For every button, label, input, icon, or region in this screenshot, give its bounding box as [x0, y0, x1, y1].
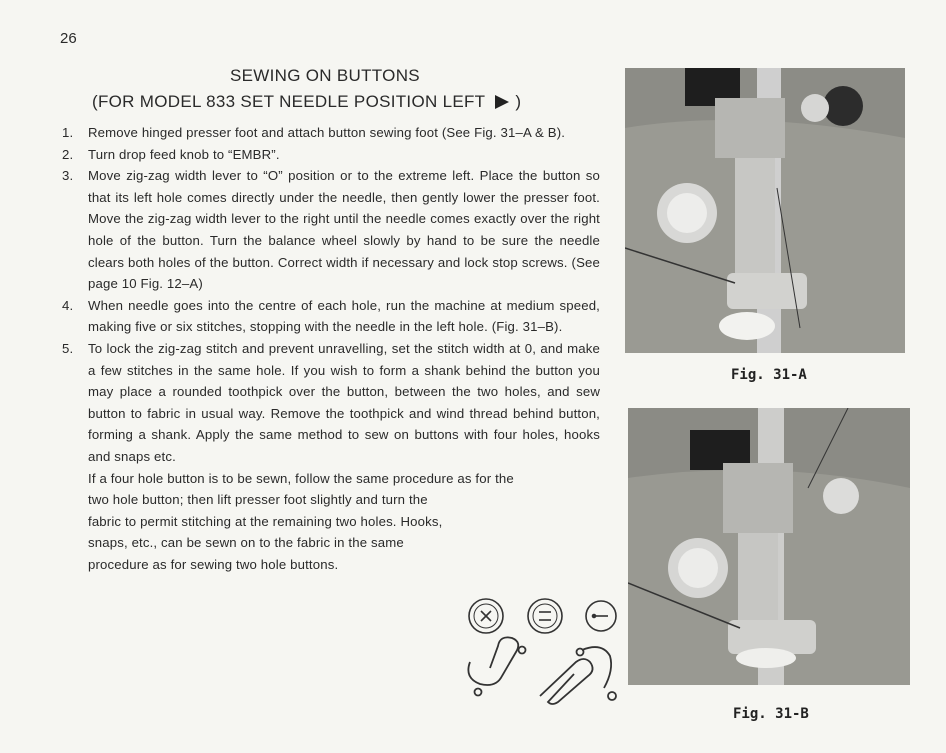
four-hole-note-line: If a four hole button is to be sewn, follow the same procedure as for the: [88, 470, 514, 486]
figure-31a-photo: [625, 68, 905, 353]
four-hole-button-icon: [469, 599, 503, 633]
step-number: 5.: [62, 340, 74, 356]
figure-31a-caption: Fig. 31-A: [731, 367, 807, 383]
subtitle-text: (FOR MODEL 833 SET NEEDLE POSITION LEFT: [92, 92, 486, 111]
step-2: [60, 144, 600, 166]
step-text: To lock the zig-zag stitch and prevent unravelling, set the stitch width at 0, and make a few stitches in the same hole. If you wish to form a shank behind the button you may place a rounded toothpick over the button, between the two holes, and sew button to fabric in usual way. Remove the toothpick and wind thread behind button, forming a shank. Apply the same method to sew on buttons with four holes, hooks and snaps etc.: [88, 340, 600, 464]
step-3: [60, 165, 600, 295]
step-number: 2.: [62, 146, 74, 162]
two-hole-button-icon: [586, 601, 616, 631]
step-text: When needle goes into the centre of each hole, run the machine at medium speed, making five or six stitches, stopping with the needle in the left hole. (Fig. 31–B).: [88, 297, 600, 335]
figure-31b-caption: Fig. 31-B: [733, 706, 809, 722]
step-number: 1.: [62, 125, 74, 140]
hook-icon: [468, 637, 525, 695]
step-4: [60, 295, 600, 338]
four-hole-note: two hole button; then lift presser foot slightly and turn the fabric to permit stitching at the remaining two holes. Hooks, snaps, etc., can be sewn on to the fabric in the same procedure as for sewing two hole buttons.: [88, 492, 443, 572]
step-1: [60, 122, 600, 144]
step-text: Move zig-zag width lever to “O” position or to the extreme left. Place the button so that its left hole comes directly under the needle, then gently lower the presser foot. Move the zig-zag width lever to the right until the needle comes exactly over the right hole of the button. Turn the balance wheel slowly by hand to be sure the needle clears both holes of the button. Correct width if necessary and lock stop screws. (See page 10 Fig. 12–A): [88, 168, 600, 292]
step-text: Remove hinged presser foot and attach button sewing foot (See Fig. 31–A & B).: [88, 125, 566, 140]
four-hole-button-parallel-icon: [528, 599, 562, 633]
page-number: 26: [60, 30, 77, 47]
triangle-right-icon: [495, 95, 509, 109]
subtitle-close: ): [515, 92, 522, 111]
button-types-illustration: [462, 592, 622, 712]
instructions: [60, 122, 600, 575]
page-title: SEWING ON BUTTONS: [230, 66, 420, 85]
hook-eye-icon: [540, 647, 616, 704]
figure-31b-photo: [628, 408, 910, 685]
step-5: [60, 338, 600, 468]
page-subtitle: [92, 92, 521, 112]
step-number: 4.: [62, 297, 74, 313]
step-number: 3.: [62, 168, 74, 184]
step-text: Turn drop feed knob to “EMBR”.: [88, 146, 280, 162]
